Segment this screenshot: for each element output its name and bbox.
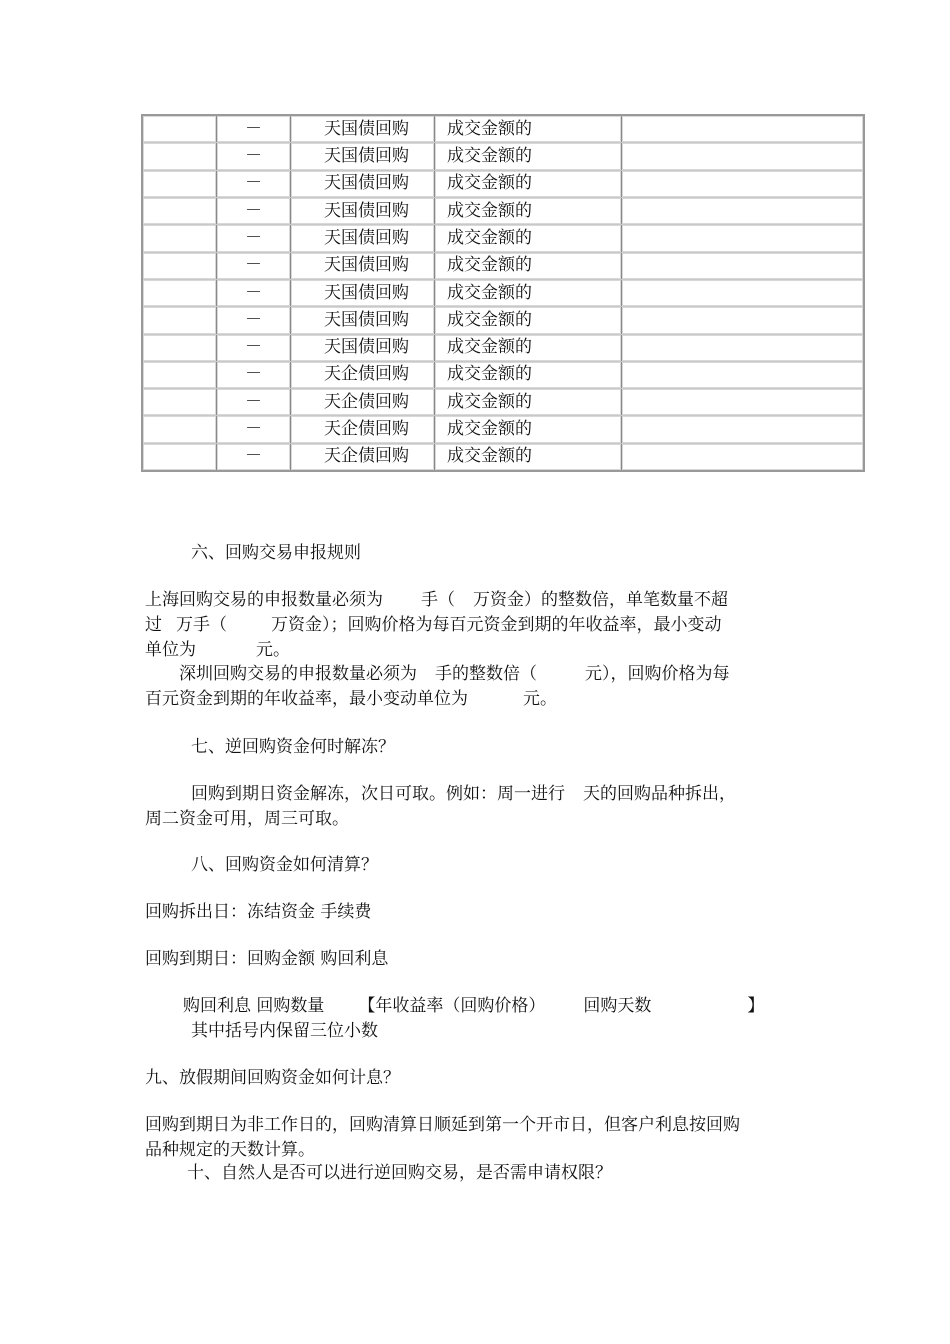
sec6-text: 手的整数倍（ [435, 664, 537, 684]
table-cell-dash: － [217, 143, 291, 169]
sec7-para-line1 [191, 786, 736, 803]
table-cell-product: 天国债回购 [291, 116, 435, 142]
table-cell-fee-desc: 成交金额的 [435, 416, 622, 442]
sec6-text: 深圳回购交易的申报数量必须为 [179, 664, 417, 684]
table-cell-product: 天国债回购 [291, 143, 435, 169]
sec6-text: 元），回购价格为每 [585, 664, 730, 684]
table-cell-product: 天企债回购 [291, 416, 435, 442]
table-cell-product: 天国债回购 [291, 171, 435, 197]
table-cell-blank [622, 416, 863, 442]
sec7-para-line2: 周二资金可用，周三可取。 [145, 809, 349, 829]
table-cell-blank [143, 416, 217, 442]
table-cell-product: 天国债回购 [291, 253, 435, 279]
table-cell-blank [143, 307, 217, 333]
table-cell-blank [143, 116, 217, 142]
table-row [143, 307, 863, 334]
table-cell-blank [622, 362, 863, 388]
table-cell-blank [143, 171, 217, 197]
table-cell-fee-desc: 成交金额的 [435, 444, 622, 470]
sec8-line2: 回购到期日：回购金额 购回利息 [145, 949, 389, 969]
table-cell-product: 天国债回购 [291, 280, 435, 306]
table-cell-dash: － [217, 198, 291, 224]
sec6-text: 过 [145, 615, 162, 635]
sec6-text: 单位为 [145, 640, 196, 660]
section-7-heading: 七、逆回购资金何时解冻？ [191, 737, 395, 757]
table-cell-blank [143, 253, 217, 279]
sec6-text: 万资金）；回购价格为每百元资金到期的年收益率，最小变动 [271, 615, 722, 635]
table-cell-dash: － [217, 444, 291, 470]
table-cell-blank [622, 253, 863, 279]
table-cell-blank [622, 198, 863, 224]
table-cell-product: 天企债回购 [291, 444, 435, 470]
table-cell-fee-desc: 成交金额的 [435, 389, 622, 415]
table-cell-fee-desc: 成交金额的 [435, 225, 622, 251]
table-cell-blank [622, 307, 863, 333]
table-cell-fee-desc: 成交金额的 [435, 143, 622, 169]
sec9-para-line1: 回购到期日为非工作日的，回购清算日顺延到第一个开市日，但客户利息按回购 [145, 1115, 740, 1135]
table-cell-dash: － [217, 253, 291, 279]
table-cell-blank [143, 362, 217, 388]
table-cell-blank [143, 280, 217, 306]
table-cell-product: 天国债回购 [291, 198, 435, 224]
table-cell-dash: － [217, 225, 291, 251]
sec7-text: 天的回购品种拆出， [583, 784, 736, 804]
sec8-note: 其中括号内保留三位小数 [191, 1021, 378, 1041]
sec8-text: 】 [747, 996, 765, 1016]
table-cell-fee-desc: 成交金额的 [435, 253, 622, 279]
table-cell-blank [622, 389, 863, 415]
table-cell-dash: － [217, 416, 291, 442]
table-row [143, 335, 863, 362]
sec6-para1-line3 [145, 642, 290, 659]
sec6-text: 百元资金到期的年收益率，最小变动单位为 [145, 689, 468, 709]
sec8-text: 回购天数 [583, 996, 652, 1016]
table-cell-product: 天国债回购 [291, 225, 435, 251]
table-row [143, 362, 863, 389]
table-cell-dash: － [217, 280, 291, 306]
table-row [143, 143, 863, 170]
table-cell-product: 天企债回购 [291, 362, 435, 388]
table-cell-fee-desc: 成交金额的 [435, 198, 622, 224]
table-row [143, 253, 863, 280]
repo-fee-table [141, 114, 865, 472]
table-cell-dash: － [217, 335, 291, 361]
table-row [143, 416, 863, 443]
table-cell-fee-desc: 成交金额的 [435, 307, 622, 333]
sec6-text: 万手（ [176, 615, 227, 635]
table-cell-dash: － [217, 362, 291, 388]
table-row [143, 116, 863, 143]
section-6-heading: 六、回购交易申报规则 [191, 543, 361, 563]
table-cell-dash: － [217, 116, 291, 142]
sec6-para2-line2 [145, 691, 557, 708]
sec6-text: 元。 [523, 689, 557, 709]
sec6-para2-line1 [179, 666, 730, 683]
table-cell-blank [622, 143, 863, 169]
sec6-para1-line2 [145, 617, 722, 634]
table-cell-blank [622, 116, 863, 142]
table-cell-blank [622, 225, 863, 251]
table-cell-blank [143, 225, 217, 251]
table-cell-fee-desc: 成交金额的 [435, 171, 622, 197]
table-cell-product: 天企债回购 [291, 389, 435, 415]
table-row [143, 171, 863, 198]
sec8-text: 购回利息 回购数量 [183, 996, 325, 1016]
sec6-text: 万资金）的整数倍，单笔数量不超 [473, 590, 728, 610]
table-cell-blank [143, 143, 217, 169]
sec8-formula [183, 998, 764, 1015]
sec8-line1: 回购拆出日：冻结资金 手续费 [145, 902, 372, 922]
table-cell-dash: － [217, 171, 291, 197]
sec8-text: 【年收益率（回购价格） [358, 996, 546, 1016]
table-row [143, 198, 863, 225]
table-cell-blank [143, 198, 217, 224]
table-row [143, 389, 863, 416]
sec6-para1-line1 [145, 592, 728, 609]
table-cell-dash: － [217, 307, 291, 333]
table-cell-blank [622, 335, 863, 361]
sec9-para-line2: 品种规定的天数计算。 [145, 1140, 315, 1160]
table-cell-blank [622, 444, 863, 470]
section-8-heading: 八、回购资金如何清算？ [191, 855, 378, 875]
table-cell-blank [143, 335, 217, 361]
table-cell-blank [143, 444, 217, 470]
table-row [143, 444, 863, 470]
table-row [143, 225, 863, 252]
section-9-heading: 九、放假期间回购资金如何计息？ [145, 1068, 400, 1088]
table-cell-fee-desc: 成交金额的 [435, 280, 622, 306]
table-row [143, 280, 863, 307]
sec6-text: 手（ [421, 590, 455, 610]
table-cell-dash: － [217, 389, 291, 415]
table-cell-fee-desc: 成交金额的 [435, 335, 622, 361]
table-cell-blank [622, 171, 863, 197]
table-cell-product: 天国债回购 [291, 335, 435, 361]
table-cell-blank [622, 280, 863, 306]
table-cell-blank [143, 389, 217, 415]
section-10-heading: 十、自然人是否可以进行逆回购交易，是否需申请权限？ [187, 1163, 612, 1183]
sec7-text: 回购到期日资金解冻，次日可取。例如：周一进行 [191, 784, 565, 804]
sec6-text: 元。 [256, 640, 290, 660]
table-cell-product: 天国债回购 [291, 307, 435, 333]
sec6-text: 上海回购交易的申报数量必须为 [145, 590, 383, 610]
table-cell-fee-desc: 成交金额的 [435, 116, 622, 142]
table-cell-fee-desc: 成交金额的 [435, 362, 622, 388]
